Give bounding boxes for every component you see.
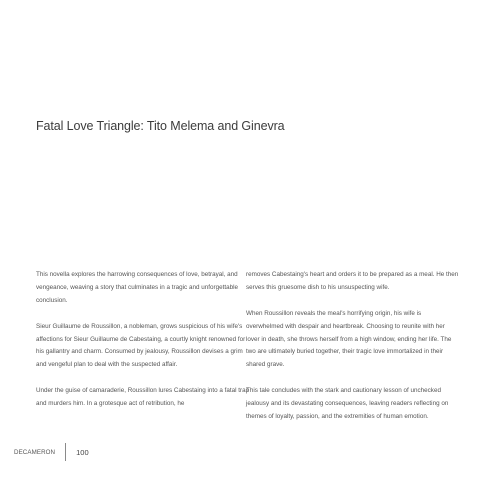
page-number: 100 xyxy=(76,447,89,457)
page-title: Fatal Love Triangle: Tito Melema and Ginevra xyxy=(36,119,285,134)
paragraph: This tale concludes with the stark and cautionary lesson of unchecked jealousy and its devastating consequences, leaving readers reflecting on themes of loyalty, passion, and the extremities of human emotion. xyxy=(246,387,449,420)
paragraph: When Roussillon reveals the meal's horrifying origin, his wife is overwhelmed with despair and heartbreak. Choosing to reunite with her lover in death, she throws herself from a high window, ending her life. The two are ultimately buried together, their tragic love immortalized in their shared grave. xyxy=(246,309,452,369)
paragraph: Under the guise of camaraderie, Roussillon lures Cabestaing into a fatal trap and murders him. In a grotesque act of retribution, he xyxy=(36,387,250,408)
paragraph: removes Cabestaing's heart and orders it to be prepared as a meal. He then serves this gruesome dish to his unsuspecting wife. xyxy=(246,271,459,291)
paragraph: Sieur Guillaume de Roussillon, a nobleman, grows suspicious of his wife's affections for Sieur Guillaume de Cabestaing, a courtly knight renowned for his gallantry and charm. Consumed by jealousy, Roussillon devises a grim and vengeful plan to deal with the suspected affair. xyxy=(36,322,246,369)
page-footer xyxy=(14,444,89,460)
running-footer-title: DECAMERON xyxy=(14,448,56,456)
right-column xyxy=(246,269,460,437)
paragraph: This novella explores the harrowing consequences of love, betrayal, and vengeance, weaving a story that culminates in a tragic and unforgettable conclusion. xyxy=(36,271,238,304)
left-column xyxy=(36,269,252,424)
footer-divider xyxy=(65,443,66,461)
